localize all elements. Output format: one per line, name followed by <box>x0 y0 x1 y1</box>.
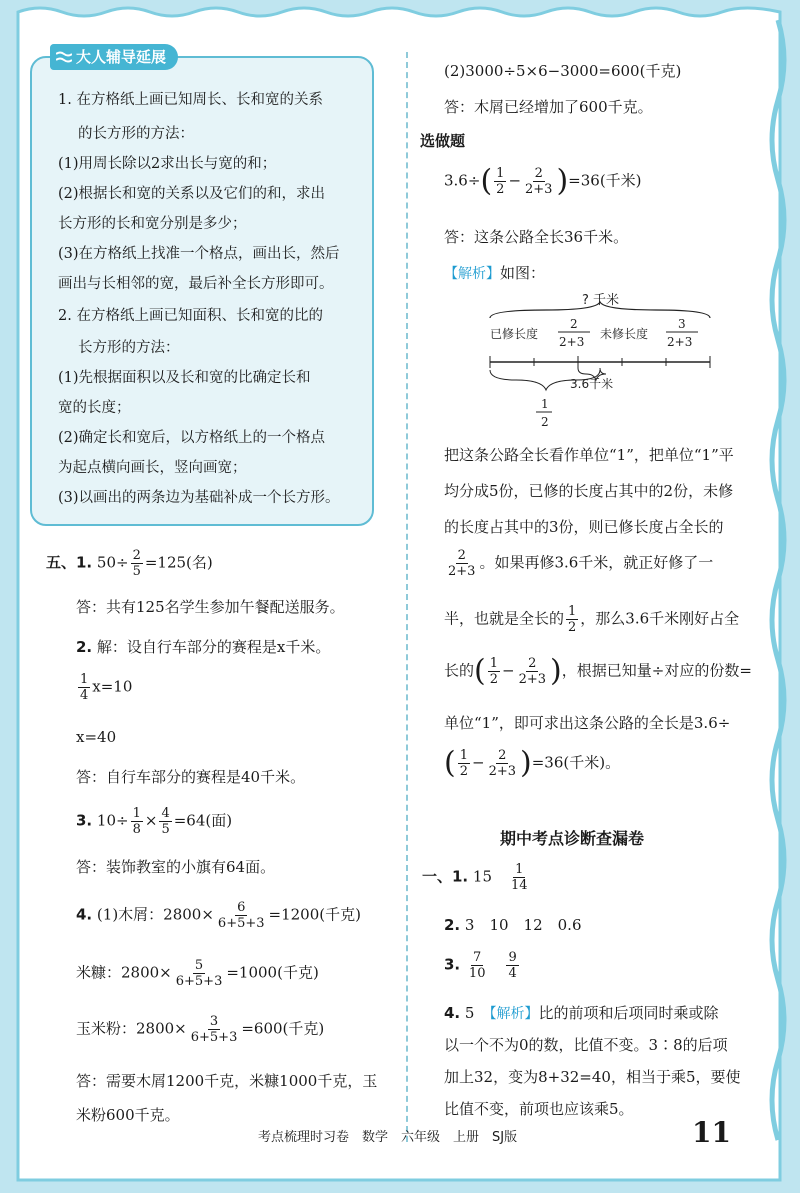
optional-answer: 答：这条公路全长36千米。 <box>444 228 629 246</box>
q4-answer-1: 答：需要木屑1200千克，米糠1000千克，玉 <box>76 1072 378 1090</box>
q4-answer-2: 米粉600千克。 <box>76 1106 180 1124</box>
half-num: 1 <box>541 397 549 411</box>
guide-line: 的长方形的方法： <box>78 126 194 142</box>
q4-line-a: 4. (1)木屑：2800× $\frac{6}{6+5+3}$ =1200(千克) <box>76 900 361 931</box>
line-segment-diagram <box>486 290 726 430</box>
q2-intro <box>76 636 330 657</box>
page-number: 11 <box>692 1116 731 1149</box>
analysis-p5: 半，也就是全长的 $\frac{1}{2}$ ，那么3.6千米刚好占全 <box>444 604 740 635</box>
analysis-p3: 的长度占其中的3份，则已修长度占全长的 <box>444 518 724 536</box>
guide-line: 长方形的长和宽分别是多少； <box>58 216 247 232</box>
r-line-1: (2)3000÷5×6−3000=600(千克) <box>444 62 682 80</box>
guide-line: 2. 在方格纸上画已知面积、长和宽的比的 <box>58 308 323 324</box>
half-den: 2 <box>541 415 549 429</box>
midterm-q3: 3. $\frac{7}{10}$ $\frac{9}{4}$ <box>444 950 517 981</box>
q2-text: 解：设自行车部分的赛程是x千米。 <box>96 638 331 656</box>
m4-line-3: 加上32，变为8+32=40，相当于乘5，要使 <box>444 1068 741 1086</box>
rep-frac-den: 2+3 <box>559 335 585 349</box>
optional-title: 选做题 <box>420 132 466 150</box>
q1-frac: $\frac{2}{5}$ <box>132 548 141 579</box>
m4-line-2: 以一个不为0的数，比值不变。3∶8的后项 <box>444 1036 728 1054</box>
wave-icon <box>56 51 72 63</box>
q1-answer: 答：共有125名学生参加午餐配送服务。 <box>76 598 345 616</box>
guide-line: 为起点横向画长，竖向画宽； <box>58 460 247 476</box>
analysis-intro: 【解析】如图： <box>444 264 546 282</box>
guide-line: 长方形的方法： <box>78 340 180 356</box>
total-label: ? 千米 <box>582 293 620 308</box>
guide-line: 画出与长相邻的宽，最后补全长方形即可。 <box>58 276 334 292</box>
analysis-p8: ( $\frac{1}{2}$ − $\frac{2}{2+3}$ )=36(千米)。 <box>444 745 621 781</box>
q2-solution: x=40 <box>76 728 117 746</box>
guide-line: (2)根据长和宽的关系以及它们的和，求出 <box>58 186 326 202</box>
guide-title-text: 大人辅导延展 <box>76 48 167 66</box>
guide-line: 宽的长度； <box>58 400 131 416</box>
q1-result: =125(名) <box>144 553 213 572</box>
unr-frac-num: 3 <box>678 317 686 331</box>
m2-label: 2. <box>444 916 461 934</box>
midterm-q2: 2. 3 10 12 0.6 <box>444 916 582 934</box>
guide-line: (2)确定长和宽后，以方格纸上的一个格点 <box>58 430 326 446</box>
q2-equation: $\frac{1}{4}$ x=10 <box>80 672 133 703</box>
guide-line: (1)先根据面积以及长和宽的比确定长和 <box>58 370 311 386</box>
analysis-p4: $\frac{2}{2+3}$ 。如果再修3.6千米，就正好修了一 <box>448 548 714 579</box>
analysis-p7: 单位“1”，即可求出这条公路的全长是3.6÷ <box>444 714 731 732</box>
rep-frac-num: 2 <box>570 317 578 331</box>
analysis-p6: 长的( $\frac{1}{2}$ − $\frac{2}{2+3}$ )，根据已知量÷对应的份数= <box>444 653 752 689</box>
q2-answer: 答：自行车部分的赛程是40千米。 <box>76 768 306 786</box>
guide-line: (3)以画出的两条边为基础补成一个长方形。 <box>58 490 340 506</box>
unr-frac-den: 2+3 <box>667 335 693 349</box>
guide-line: 1. 在方格纸上画已知周长、长和宽的关系 <box>58 92 323 108</box>
q3-answer: 答：装饰教室的小旗有64面。 <box>76 858 276 876</box>
analysis-p2: 均分成5份，已修的长度占其中的2份，未修 <box>444 482 734 500</box>
m4-tag: 【解析】 <box>489 1006 539 1022</box>
m1-label: 一、1. <box>422 867 469 886</box>
midterm-title: 期中考点诊断查漏卷 <box>500 829 645 848</box>
q3-equation: 3. 10÷ $\frac{1}{8}$ × $\frac{4}{5}$ =64(面) <box>76 806 233 837</box>
m3-label: 3. <box>444 955 461 974</box>
guide-line: (1)用周长除以2求出长与宽的和； <box>58 156 277 172</box>
q2-label: 2. <box>76 638 93 656</box>
analysis-tag: 【解析】 <box>444 266 500 282</box>
analysis-p1: 把这条公路全长看作单位“1”，把单位“1”平 <box>444 446 734 464</box>
q3-label: 3. <box>76 811 93 830</box>
q4-line-c: 玉米粉：2800× $\frac{3}{6+5+3}$ =600(千克) <box>76 1014 325 1045</box>
q1-expr: 50÷ <box>96 553 129 572</box>
midterm-q1: 一、1. 15 $\frac{1}{14}$ <box>422 862 528 893</box>
r-line-2: 答：木屑已经增加了600千克。 <box>444 98 653 116</box>
mid-label: 3.6千米 <box>570 377 614 391</box>
guide-title <box>50 44 178 70</box>
q5-1 <box>46 548 213 579</box>
q4-line-b: 米糠：2800× $\frac{5}{6+5+3}$ =1000(千克) <box>76 958 319 989</box>
column-divider <box>406 52 408 1142</box>
unrepaired-label: 未修长度 <box>600 327 649 341</box>
q5-label: 五、1. <box>46 553 93 572</box>
m4-label: 4. <box>444 1004 461 1022</box>
guide-line: (3)在方格纸上找准一个格点，画出长，然后 <box>58 246 340 262</box>
midterm-q4: 4. 5 【解析】比的前项和后项同时乘或除 <box>444 1004 719 1022</box>
optional-equation: 3.6÷( $\frac{1}{2}$ − $\frac{2}{2+3}$ )=36(千米) <box>444 163 642 199</box>
m4-line-4: 比值不变，前项也应该乘5。 <box>444 1100 634 1118</box>
footer-text: 考点梳理时习卷 数学 六年级 上册 SJ版 <box>258 1130 518 1145</box>
q4-label: 4. <box>76 905 93 924</box>
repaired-label: 已修长度 <box>490 327 539 341</box>
